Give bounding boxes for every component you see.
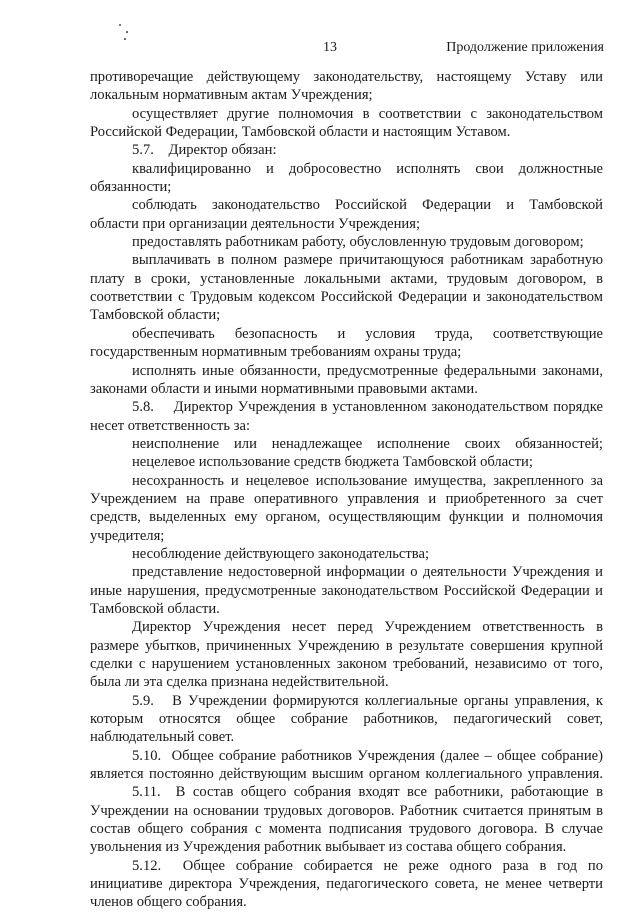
text-line: локальным нормативным актам Учреждения; xyxy=(90,87,373,104)
text-line: наблюдательный совет. xyxy=(90,729,235,746)
text-line: противоречащие действующему законодательству, настоящему Уставу или xyxy=(90,69,603,85)
text-line: предоставлять работникам работу, обусловленную трудовым договором; xyxy=(132,234,584,251)
text-line: Тамбовской области; xyxy=(90,307,221,324)
text-line: несоблюдение действующего законодательства; xyxy=(132,545,429,562)
page-number: 13 xyxy=(323,40,337,55)
text-line: размере убытков, причиненных Учреждению в результате совершения крупной xyxy=(90,637,603,654)
text-line: несет ответственность за: xyxy=(90,417,251,434)
text-line: соответствии с Трудовым кодексом Российской Федерации и законодательством xyxy=(90,289,603,306)
text-line: Российской Федерации, Тамбовской области и настоящим Уставом. xyxy=(90,124,511,141)
scan-speck xyxy=(124,38,126,40)
text-line: 5.12. Общее собрание собирается не реже одного раза в год по xyxy=(132,857,603,874)
text-line: исполнять иные обязанности, предусмотренные федеральными законами, xyxy=(132,362,603,379)
text-line: обязанности; xyxy=(90,179,172,196)
text-line: состав общего собрания с момента подписания трудового договора. В случае xyxy=(90,821,603,838)
text-line: была ли эта сделка признана недействительной. xyxy=(90,674,389,691)
body-text xyxy=(90,68,603,912)
text-line: учредителя; xyxy=(90,527,165,544)
text-line: представление недостоверной информации о деятельности Учреждения и xyxy=(132,564,603,581)
text-line: увольнения из Учреждения работник выбывает из состава общего собрания. xyxy=(90,839,567,856)
text-line: квалифицированно и добросовестно исполнять свои должностные xyxy=(132,160,603,177)
text-line: осуществляет другие полномочия в соответствии с законодательством xyxy=(132,105,603,122)
text-line: 5.8. Директор Учреждения в установленном законодательством порядке xyxy=(132,399,603,416)
text-line: Директор Учреждения несет перед Учреждением ответственность в xyxy=(132,619,603,636)
scan-speck xyxy=(119,24,121,26)
text-line: Учреждением на праве оперативного управления и приобретенного за счет xyxy=(90,490,603,507)
text-line: 5.11. В состав общего собрания входят все работники, работающие в xyxy=(132,784,603,801)
text-line: сделки с нарушением установленных законом требований, независимо от того, xyxy=(90,656,603,672)
text-line: Тамбовской области. xyxy=(90,600,220,617)
running-title: Продолжение приложения xyxy=(446,40,604,55)
text-line: неисполнение или ненадлежащее исполнение своих обязанностей; xyxy=(132,435,603,452)
text-line: инициативе директора Учреждения, педагогического совета, не менее четверти xyxy=(90,876,603,893)
text-line: является постоянно действующим высшим органом коллегиального управления. xyxy=(90,766,603,783)
text-line: Учреждении на основании трудовых договоров. Работник считается принятым в xyxy=(90,802,603,819)
text-line: несохранность и нецелевое использование имущества, закрепленного за xyxy=(132,472,603,489)
text-line: которым относятся общее собрание работников, педагогический совет, xyxy=(90,711,603,728)
text-line: соблюдать законодательство Российской Федерации и Тамбовской xyxy=(132,197,603,214)
text-line: 5.7. Директор обязан: xyxy=(132,142,277,159)
text-line: иные нарушения, предусмотренные законодательством Российской Федерации и xyxy=(90,582,603,599)
text-line: плату в сроки, установленные локальными актами, трудовым договором, в xyxy=(90,270,603,287)
scan-speck xyxy=(126,31,128,33)
text-line: 5.10. Общее собрание работников Учреждения (далее – общее собрание) xyxy=(132,747,603,764)
text-line: законами области и иными нормативными правовыми актами. xyxy=(90,380,478,397)
text-line: членов общего собрания. xyxy=(90,894,247,911)
text-line: области при организации деятельности Учреждения; xyxy=(90,215,421,232)
text-line: обеспечивать безопасность и условия труда, соответствующие xyxy=(132,325,603,342)
text-line: выплачивать в полном размере причитающуюся работникам заработную xyxy=(132,252,603,269)
text-line: нецелевое использование средств бюджета Тамбовской области; xyxy=(132,454,533,471)
text-line: государственным нормативным требованиям охраны труда; xyxy=(90,344,462,361)
text-line: средств, выделенных ему органом, осуществляющим функции и полномочия xyxy=(90,509,603,526)
text-line: 5.9. В Учреждении формируются коллегиальные органы управления, к xyxy=(132,692,603,709)
